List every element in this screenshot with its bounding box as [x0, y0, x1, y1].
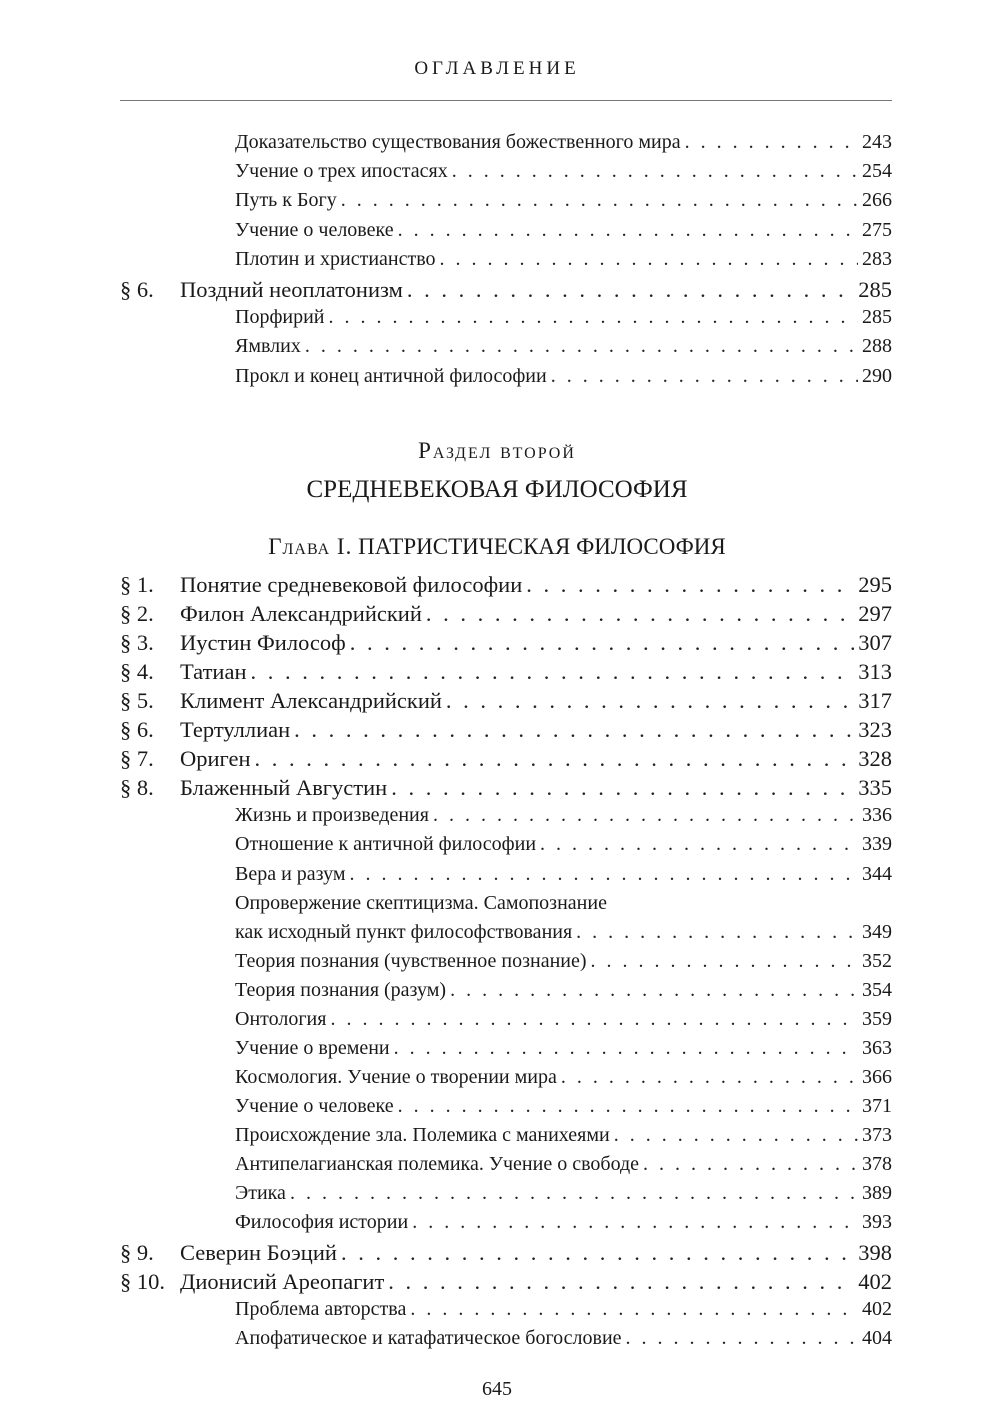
- page-ref: 297: [858, 601, 892, 627]
- entry-title: Отношение к античной философии: [235, 833, 537, 856]
- toc-entry: [120, 1095, 892, 1118]
- entry-title: Ориген: [180, 746, 251, 772]
- page-ref: 328: [858, 746, 892, 772]
- toc-entry: [120, 1240, 892, 1266]
- entry-title: Теория познания (разум): [235, 978, 447, 1001]
- dot-leader: [341, 189, 858, 212]
- entry-title: Северин Боэций: [180, 1240, 337, 1266]
- page-ref: 290: [862, 364, 892, 387]
- dot-leader: [433, 804, 858, 827]
- toc-entry: [120, 1037, 892, 1060]
- dot-leader: [255, 746, 855, 772]
- section-number: § 10.: [120, 1269, 165, 1295]
- dot-leader: [551, 365, 858, 388]
- toc-entry: [120, 833, 892, 856]
- toc-entry: [120, 688, 892, 714]
- part-title: СРЕДНЕВЕКОВАЯ ФИЛОСОФИЯ: [306, 476, 688, 503]
- dot-leader: [446, 688, 854, 714]
- entry-title: Опровержение скептицизма. Самопознание: [235, 891, 607, 914]
- entry-title: Иустин Философ: [180, 630, 346, 656]
- chapter-heading: [0, 534, 994, 560]
- running-head: ОГЛАВЛЕНИЕ: [414, 58, 580, 79]
- dot-leader: [398, 1095, 858, 1118]
- toc-entry: [120, 630, 892, 656]
- page-ref: 389: [862, 1182, 892, 1205]
- dot-leader: [452, 160, 858, 183]
- page-ref: 288: [862, 335, 892, 358]
- toc-entry: [120, 863, 892, 886]
- dot-leader: [626, 1327, 858, 1350]
- dot-leader: [290, 1182, 858, 1205]
- entry-title: Космология. Учение о творении мира: [235, 1065, 557, 1088]
- page-ref: 317: [858, 688, 892, 714]
- section-number: § 6.: [120, 717, 154, 743]
- toc-entry: [120, 189, 892, 212]
- page-ref: 307: [858, 630, 892, 656]
- entry-title: как исходный пункт философствования: [235, 920, 573, 943]
- entry-title: Учение о времени: [235, 1036, 390, 1059]
- dot-leader: [341, 1240, 854, 1266]
- section-number: § 3.: [120, 630, 154, 656]
- entry-title: Понятие средневековой философии: [180, 572, 523, 597]
- dot-leader: [294, 717, 854, 743]
- dot-leader: [407, 277, 854, 303]
- toc-entry: [120, 1327, 892, 1350]
- toc-entry: [120, 572, 892, 598]
- toc-entry: [120, 1298, 892, 1321]
- entry-title: Ямвлих: [235, 335, 301, 358]
- page-ref: 254: [862, 160, 892, 183]
- page-ref: 402: [858, 1269, 892, 1295]
- page-ref: 373: [862, 1123, 892, 1146]
- toc-entry: [120, 950, 892, 973]
- entry-title: Путь к Богу: [235, 189, 337, 212]
- dot-leader: [305, 335, 858, 358]
- toc-entry: [120, 131, 892, 154]
- entry-title: Теория познания (чувственное познание): [235, 949, 587, 972]
- section-number: § 4.: [120, 659, 154, 685]
- dot-leader: [526, 572, 854, 598]
- entry-title: Доказательство существования божественного мира: [235, 131, 681, 153]
- toc-entry: [120, 746, 892, 772]
- section-number: § 6.: [120, 277, 154, 302]
- dot-leader: [440, 248, 858, 271]
- section-number: § 7.: [120, 746, 154, 772]
- dot-leader: [643, 1153, 858, 1176]
- page-ref: 336: [862, 804, 892, 827]
- entry-title: Учение о трех ипостасях: [235, 160, 448, 183]
- entry-title: Плотин и христианство: [235, 247, 436, 270]
- entry-title: Филон Александрийский: [180, 601, 422, 627]
- section-number: § 1.: [120, 572, 154, 597]
- dot-leader: [391, 775, 854, 801]
- dot-leader: [591, 950, 858, 973]
- entry-title: Татиан: [180, 659, 247, 685]
- page-ref: 339: [862, 833, 892, 856]
- toc-entry: [120, 1211, 892, 1234]
- dot-leader: [410, 1298, 858, 1321]
- toc-entry: [120, 775, 892, 801]
- page-ref: 285: [858, 277, 892, 302]
- page-ref: 352: [862, 949, 892, 972]
- toc-entry: [120, 1008, 892, 1031]
- page-ref: 285: [862, 306, 892, 329]
- dot-leader: [685, 131, 858, 154]
- toc-entry: [120, 601, 892, 627]
- page-ref: 402: [862, 1298, 892, 1321]
- entry-title: Порфирий: [235, 306, 325, 329]
- page-ref: 363: [862, 1036, 892, 1059]
- toc-entry: [120, 892, 892, 915]
- section-number: § 2.: [120, 601, 154, 627]
- page-ref: 349: [862, 920, 892, 943]
- entry-title: Апофатическое и катафатическое богословие: [235, 1327, 622, 1350]
- page-ref: 393: [862, 1211, 892, 1234]
- dot-leader: [426, 601, 854, 627]
- dot-leader: [398, 219, 858, 242]
- toc-entry: [120, 979, 892, 1002]
- toc-entry: [120, 306, 892, 329]
- chapter-title: ПАТРИСТИЧЕСКАЯ ФИЛОСОФИЯ: [358, 534, 726, 559]
- dot-leader: [330, 1008, 858, 1031]
- entry-title: Учение о человеке: [235, 1094, 394, 1117]
- chapter-prefix: Глава I.: [268, 534, 353, 559]
- toc-entry: [120, 1124, 892, 1147]
- dot-leader: [561, 1066, 858, 1089]
- toc-entry: [120, 1066, 892, 1089]
- dot-leader: [412, 1211, 858, 1234]
- page-ref: 243: [862, 131, 892, 153]
- entry-title: Проблема авторства: [235, 1298, 407, 1321]
- toc-entry: [120, 277, 892, 303]
- entry-title: Климент Александрийский: [180, 688, 442, 714]
- page-ref: 371: [862, 1094, 892, 1117]
- toc-entry: [120, 219, 892, 242]
- section-number: § 5.: [120, 688, 154, 714]
- dot-leader: [576, 921, 858, 944]
- toc-entry: [120, 365, 892, 388]
- toc-entry: [120, 659, 892, 685]
- entry-title: Дионисий Ареопагит: [180, 1269, 385, 1295]
- dot-leader: [394, 1037, 858, 1060]
- page-ref: 378: [862, 1153, 892, 1175]
- toc-entry: [120, 717, 892, 743]
- entry-title: Учение о человеке: [235, 218, 394, 241]
- page-ref: 404: [862, 1327, 892, 1350]
- page-ref: 275: [862, 218, 892, 241]
- page-ref: 283: [862, 247, 892, 270]
- toc-entry: [120, 160, 892, 183]
- toc-entry: [120, 248, 892, 271]
- dot-leader: [329, 306, 858, 329]
- page-ref: 354: [862, 978, 892, 1001]
- page-ref: 266: [862, 189, 892, 212]
- page-ref: 313: [858, 659, 892, 685]
- entry-title: Антипелагианская полемика. Учение о свободе: [235, 1153, 640, 1175]
- toc-entry: [120, 1269, 892, 1295]
- header-rule: [120, 100, 892, 101]
- entry-title: Вера и разум: [235, 862, 346, 885]
- dot-leader: [540, 833, 858, 856]
- page-ref: 323: [858, 717, 892, 743]
- entry-title: Происхождение зла. Полемика с манихеями: [235, 1123, 610, 1146]
- dot-leader: [350, 630, 855, 656]
- page-ref: 344: [862, 862, 892, 885]
- entry-title: Поздний неоплатонизм: [180, 277, 403, 302]
- entry-title: Прокл и конец античной философии: [235, 364, 547, 387]
- dot-leader: [450, 979, 858, 1002]
- page-number: 645: [482, 1378, 512, 1400]
- dot-leader: [388, 1269, 854, 1295]
- toc-entry: [120, 1182, 892, 1205]
- page-ref: 335: [858, 775, 892, 801]
- part-label: Раздел второй: [418, 438, 576, 463]
- dot-leader: [614, 1124, 858, 1147]
- page-ref: 366: [862, 1065, 892, 1088]
- entry-title: Философия истории: [235, 1211, 409, 1234]
- entry-title: Жизнь и произведения: [235, 804, 429, 827]
- entry-title: Этика: [235, 1182, 286, 1205]
- section-number: § 8.: [120, 775, 154, 801]
- dot-leader: [251, 659, 855, 685]
- toc-entry: [120, 1153, 892, 1176]
- page-ref: 398: [858, 1240, 892, 1266]
- section-number: § 9.: [120, 1240, 154, 1266]
- toc-entry: [120, 335, 892, 358]
- page-ref: 295: [858, 572, 892, 597]
- page-ref: 359: [862, 1007, 892, 1030]
- entry-title: Тертуллиан: [180, 717, 291, 743]
- dot-leader: [350, 863, 858, 886]
- toc-entry: [120, 804, 892, 827]
- entry-title: Онтология: [235, 1007, 327, 1030]
- toc-entry: [120, 921, 892, 944]
- entry-title: Блаженный Августин: [180, 775, 388, 801]
